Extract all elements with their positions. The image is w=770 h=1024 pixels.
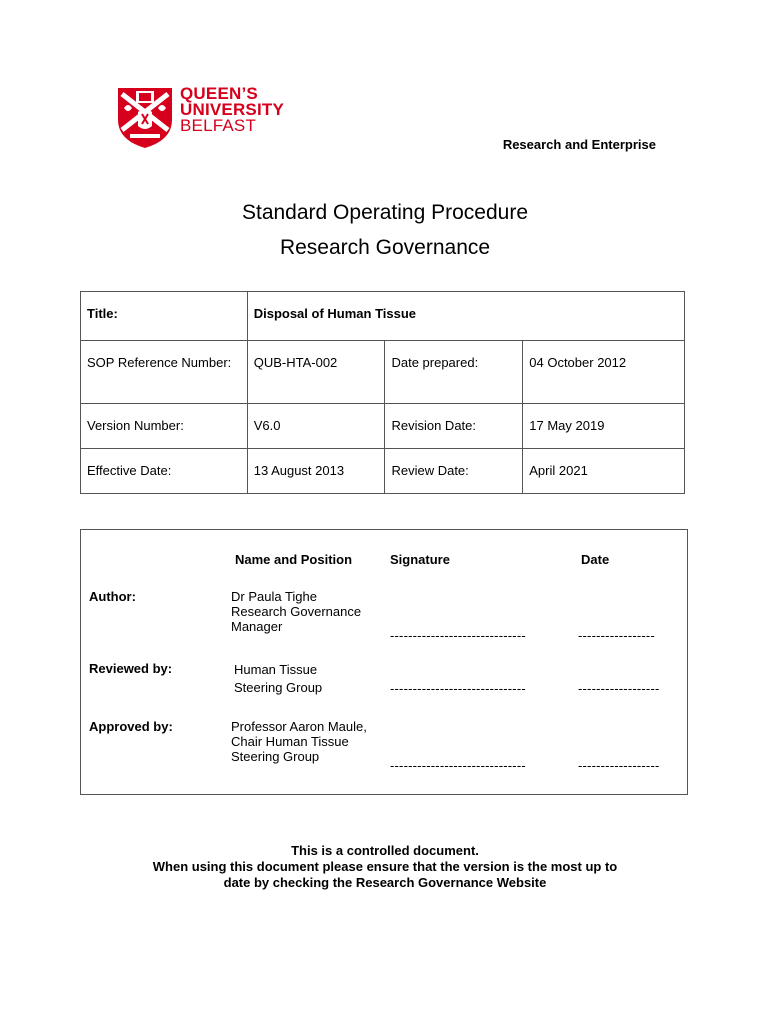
sop-info-table	[80, 291, 685, 494]
reviewed-by-label: Reviewed by:	[89, 661, 173, 676]
effective-date-label: Effective Date:	[81, 449, 248, 494]
controlled-document-notice	[0, 843, 770, 891]
approver-signature-line: ------------------------------	[390, 758, 526, 773]
logo-line-2: UNIVERSITY	[180, 100, 285, 119]
reviewer-name-line: Human Tissue	[234, 662, 318, 677]
review-date-value: April 2021	[523, 449, 685, 494]
university-crest-icon	[116, 86, 174, 150]
date-prepared-label: Date prepared:	[385, 341, 523, 404]
revision-date-value: 17 May 2019	[523, 404, 685, 449]
department-label: Research and Enterprise	[502, 137, 656, 152]
approver-name	[231, 719, 367, 764]
revision-date-label: Revision Date:	[385, 404, 523, 449]
table-row	[81, 404, 685, 449]
approver-name-line: Professor Aaron Maule,	[231, 719, 367, 734]
author-position-line: Manager	[231, 619, 283, 634]
table-row	[81, 292, 685, 341]
author-name	[231, 589, 361, 634]
author-date-line: -----------------	[578, 628, 655, 643]
review-date-label: Review Date:	[385, 449, 523, 494]
approver-position-line: Steering Group	[231, 749, 320, 764]
author-name-line: Dr Paula Tighe	[231, 589, 317, 604]
title-label: Title:	[81, 292, 248, 341]
document-heading-line-1: Standard Operating Procedure	[241, 201, 528, 224]
notice-line-3: date by checking the Research Governance Website	[223, 875, 547, 890]
version-number-label: Version Number:	[81, 404, 248, 449]
name-position-header: Name and Position	[235, 552, 353, 567]
sop-reference-label: SOP Reference Number:	[81, 341, 248, 404]
date-header: Date	[581, 552, 610, 567]
reviewer-date-line: ------------------	[578, 681, 660, 696]
logo-line-3: BELFAST	[180, 116, 257, 135]
reviewer-signature-line: ------------------------------	[390, 681, 526, 696]
reviewer-name-line: Steering Group	[234, 680, 323, 695]
document-heading-line-2: Research Governance	[279, 236, 491, 259]
logo-line-1: QUEEN’S	[180, 84, 258, 103]
title-value: Disposal of Human Tissue	[247, 292, 684, 341]
table-row	[81, 341, 685, 404]
notice-line-2: When using this document please ensure that the version is the most up to	[152, 859, 618, 874]
sop-reference-value: QUB-HTA-002	[247, 341, 385, 404]
effective-date-value: 13 August 2013	[247, 449, 385, 494]
author-label: Author:	[89, 589, 136, 604]
reviewer-name	[234, 661, 322, 697]
approved-by-label: Approved by:	[89, 719, 173, 734]
university-logo	[116, 86, 306, 150]
version-number-value: V6.0	[247, 404, 385, 449]
author-signature-line: ------------------------------	[390, 628, 526, 643]
author-position-line: Research Governance	[231, 604, 362, 619]
approver-position-line: Chair Human Tissue	[231, 734, 349, 749]
date-prepared-value: 04 October 2012	[523, 341, 685, 404]
signoff-box	[80, 529, 688, 795]
table-row	[81, 449, 685, 494]
notice-line-1: This is a controlled document.	[291, 843, 479, 858]
university-name	[180, 86, 284, 134]
signature-header: Signature	[390, 552, 450, 567]
approver-date-line: ------------------	[578, 758, 660, 773]
